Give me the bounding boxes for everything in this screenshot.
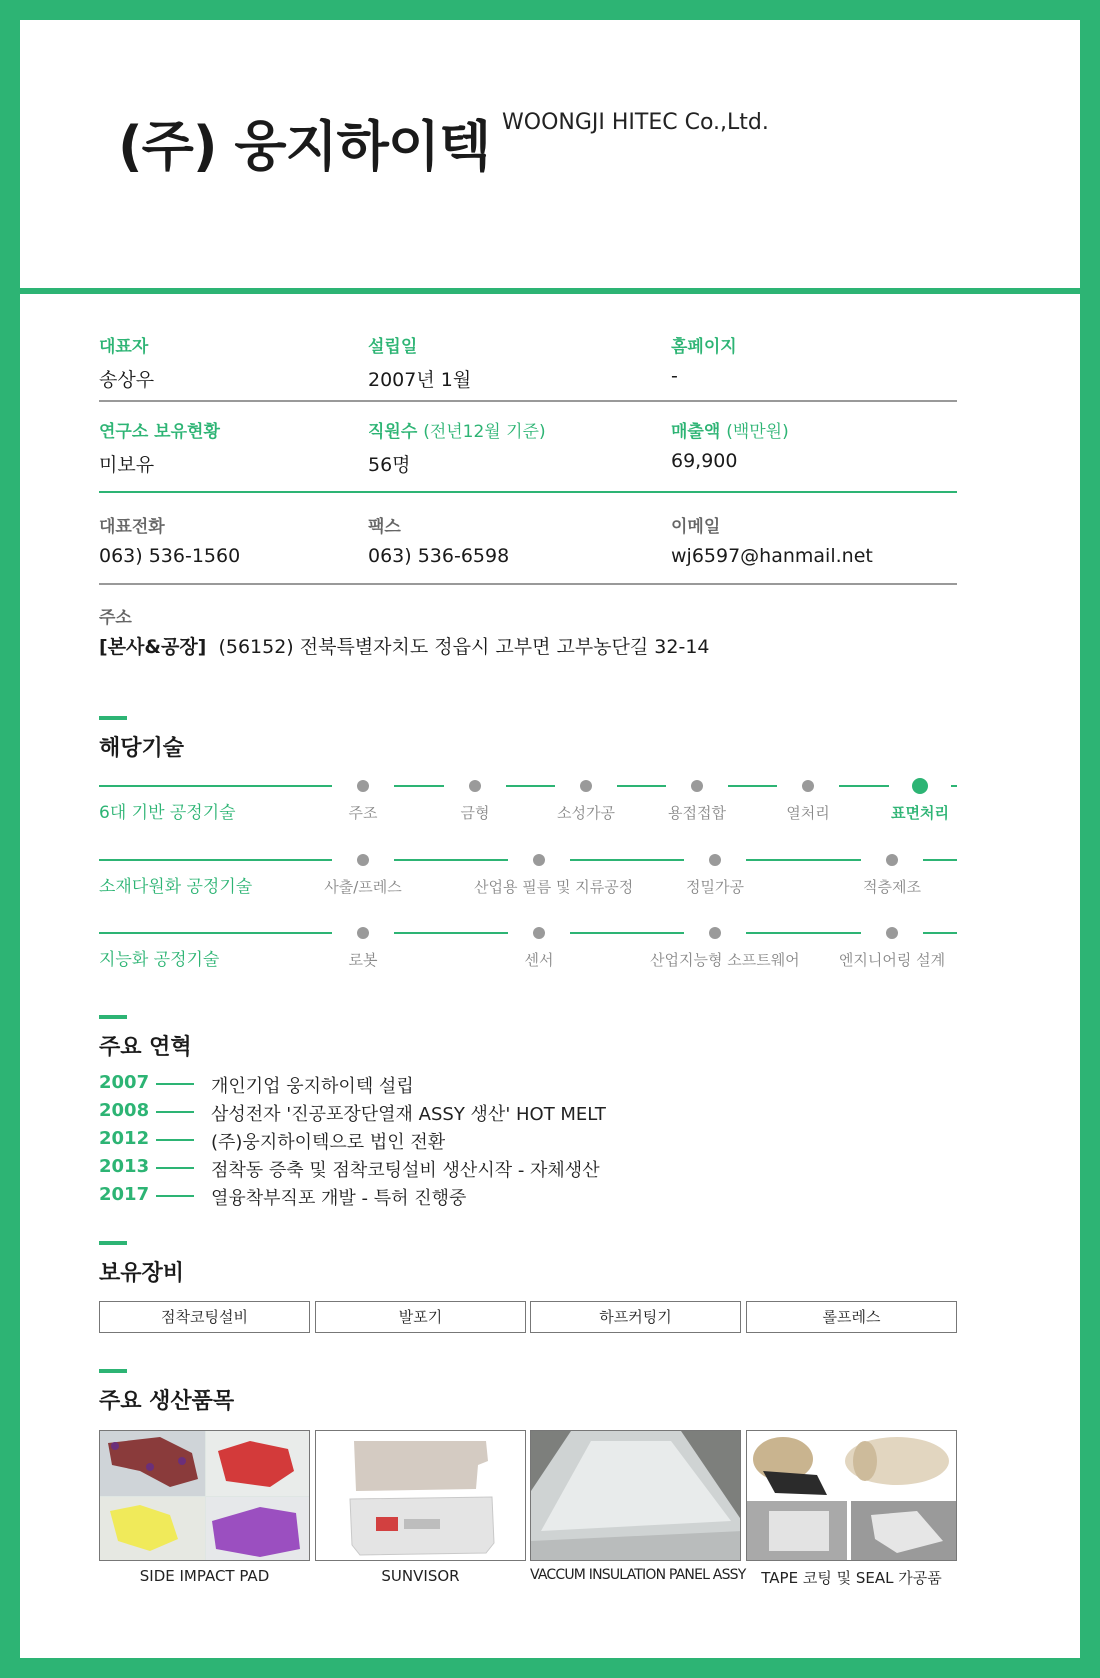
fax: 팩스 063) 536-6598	[368, 517, 510, 567]
section-title-history: 주요 연혁	[99, 1035, 192, 1060]
divider	[99, 491, 957, 493]
sales-amount: 매출액 (백만원) 69,900	[671, 422, 789, 472]
product-caption: SIDE IMPACT PAD	[139, 1567, 270, 1585]
company-name-en: WOONGJI HITEC Co.,Ltd.	[502, 110, 769, 135]
research-lab: 연구소 보유현황 미보유	[99, 422, 220, 476]
divider	[99, 400, 957, 402]
tech-row-foundation	[99, 774, 957, 823]
tech-row-materials	[99, 848, 957, 897]
equipment-item: 점착코팅설비	[99, 1301, 310, 1333]
tech-item: 소성가공	[521, 774, 651, 823]
product-tape-seal	[746, 1430, 957, 1588]
section-accent-bar	[99, 1015, 127, 1019]
tech-item: 열처리	[743, 774, 873, 823]
tech-item: 산업지능형 소프트웨어	[650, 921, 780, 970]
representative: 대표자 송상우	[99, 337, 155, 391]
product-side-impact-pad	[99, 1430, 310, 1585]
product-caption: TAPE 코팅 및 SEAL 가공품	[761, 1569, 942, 1587]
product-caption: VACCUM INSULATION PANEL ASSY	[530, 1567, 746, 1583]
product-image	[315, 1430, 526, 1561]
tech-item: 주조	[298, 774, 428, 823]
product-image	[746, 1430, 957, 1561]
section-title-products: 주요 생산품목	[99, 1389, 235, 1414]
section-accent-bar	[99, 1241, 127, 1245]
product-vacuum-panel	[530, 1430, 746, 1583]
tech-item: 사출/프레스	[298, 848, 428, 897]
tech-row-name: 6대 기반 공정기술	[99, 803, 236, 823]
tech-item: 산업용 필름 및 지류공정	[474, 848, 604, 897]
email-link[interactable]: wj6597@hanmail.net	[671, 545, 873, 567]
product-image	[99, 1430, 310, 1561]
tech-item: 로봇	[298, 921, 428, 970]
tech-row-name: 소재다원화 공정기술	[99, 877, 253, 897]
tech-item: 엔지니어링 설계	[827, 921, 957, 970]
tech-row-name: 지능화 공정기술	[99, 950, 220, 970]
employee-count: 직원수 (전년12월 기준) 56명	[368, 422, 546, 476]
section-accent-bar	[99, 1369, 127, 1373]
address-value: [본사&공장] (56152) 전북특별자치도 정읍시 고부면 고부농단길 32-14	[99, 636, 710, 658]
tech-item-active: 표면처리	[855, 774, 985, 823]
tech-item: 적층제조	[827, 848, 957, 897]
address-label: 주소	[99, 608, 132, 628]
section-title-equipment: 보유장비	[99, 1261, 185, 1286]
homepage: 홈페이지 -	[671, 337, 737, 387]
section-title-tech: 해당기술	[99, 736, 185, 761]
section-accent-bar	[99, 716, 127, 720]
founded-date: 설립일 2007년 1월	[368, 337, 472, 391]
equipment-item: 롤프레스	[746, 1301, 957, 1333]
tech-row-intelligent	[99, 921, 957, 970]
email: 이메일 wj6597@hanmail.net	[671, 517, 873, 567]
tech-item: 센서	[474, 921, 604, 970]
phone: 대표전화 063) 536-1560	[99, 517, 241, 567]
tech-item: 정밀가공	[650, 848, 780, 897]
equipment-item: 발포기	[315, 1301, 526, 1333]
product-image	[530, 1430, 741, 1561]
divider	[99, 583, 957, 585]
tech-item: 용접접합	[632, 774, 762, 823]
company-name-ko: (주) 웅지하이텍	[118, 115, 491, 178]
equipment-item: 하프커팅기	[530, 1301, 741, 1333]
tech-item: 금형	[410, 774, 540, 823]
product-sunvisor	[315, 1430, 526, 1585]
company-profile: 대표자 송상우 설립일 2007년 1월 홈페이지 - 연구소 보유현황 미보유 직원수 (전년12월 기준) 56명 매출액 (백만원) 69,900 대표전화 063) 536-1560 팩스 063) 536-6598 이메일 wj6597@hanmail.net 주소 [본사&공장] (56152) 전북특별자치도 정읍시 고부면 고부농단길 32-14 해당기술 6대 기반 공정기술 주조 금형 소성가공 용접접합 열처리 표면처리 소재다원화 공정기술 사출/프레스 산업용 필름 및 지류공정 정밀가공 적층제조 지능화 공정기술 로봇 센서 산업지능형 소프트웨어 엔지니어링 설계 주요 연혁 2007 개인기업 웅지하이텍 설립 2008 삼성전자 '진공포장단열재 ASSY 생산' HOT MELT 2012 (주)웅지하이텍으로 법인 전환 2013 점착동 증축 및 점착코팅설비 생산시작 - 자체생산 2017 열융착부직포 개발 - 특허 진행중 보유장비 점착코팅설비 발포기 하프커팅기 롤프레스 주요 생산품목 SIDE IMPACT PAD SUNVISOR VACCUM INSULATION PANEL ASSY TAPE 코팅 및 SEAL 가공품	[99, 0, 957, 1678]
product-caption: SUNVISOR	[381, 1567, 460, 1585]
